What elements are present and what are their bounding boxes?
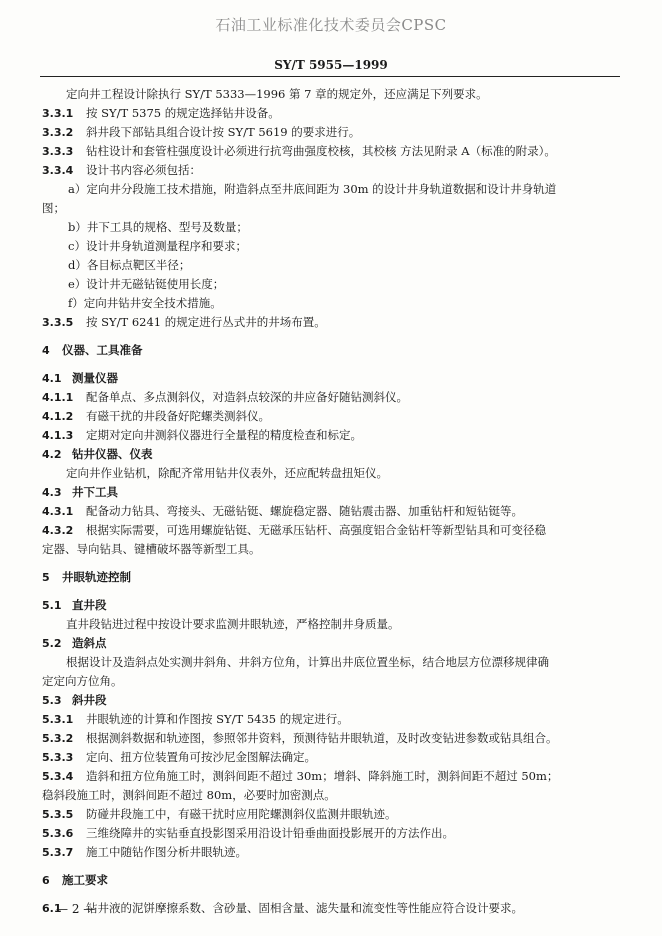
clause-4-2: 4.2 钻井仪器、仪表 [42,447,153,461]
clause-5-2-paragraph: 根据设计及造斜点处实测井斜角、井斜方位角，计算出井底位置坐标，结合地层方位漂移规律确 [66,655,549,669]
list-item-f: f）定向井钻井安全技术措施。 [68,296,222,310]
clause-5-3-6: 5.3.6 三维绕障井的实钻垂直投影图采用沿设计铅垂曲面投影展开的方法作出。 [42,826,454,840]
clause-4-3-2-continued: 定器、导向钻具、键槽破坏器等新型工具。 [42,542,261,556]
page-number: — 2 — [56,902,96,916]
clause-5-3-4-continued: 稳斜段施工时，测斜间距不超过 80m，必要时加密测点。 [42,788,336,802]
header-rule [40,76,620,77]
clause-4-2-paragraph: 定向井作业钻机，除配齐常用钻井仪表外，还应配转盘扭矩仪。 [66,466,388,480]
section-heading-5: 5 井眼轨迹控制 [42,570,131,584]
clause-5-3-3: 5.3.3 定向、扭方位装置角可按沙尼金图解法确定。 [42,750,316,764]
document-body [42,85,624,918]
clause-5-3: 5.3 斜井段 [42,693,107,707]
clause-6-1: 6.1 钻井液的泥饼摩擦系数、含砂量、固相含量、滤失量和流变性等性能应符合设计要求。 [42,901,523,915]
clause-4-3-2: 4.3.2 根据实际需要，可选用螺旋钻铤、无磁承压钻杆、高强度铝合金钻杆等新型钻具和可变径稳 [42,523,546,537]
clause-3-3-1: 3.3.1 按 SY/T 5375 的规定选择钻井设备。 [42,106,280,120]
list-item-a: a）定向井分段施工技术措施，附造斜点至井底间距为 30m 的设计井身轨道数据和设计井身轨道 [68,182,557,196]
watermark: 石油工业标准化技术委员会CPSC [215,16,447,34]
clause-4-3-1: 4.3.1 配备动力钻具、弯接头、无磁钻铤、螺旋稳定器、随钻震击器、加重钻杆和短钻铤等。 [42,504,523,518]
section-heading-4: 4 仪器、工具准备 [42,343,143,357]
standard-code: SY/T 5955—1999 [274,58,388,72]
clause-4-1-3: 4.1.3 定期对定向井测斜仪器进行全量程的精度检查和标定。 [42,428,362,442]
clause-5-2-paragraph-continued: 定定向方位角。 [42,674,123,688]
list-item-a-continued: 图； [42,201,65,215]
list-item-e: e）设计井无磁钻铤使用长度； [68,277,225,291]
section-heading-6: 6 施工要求 [42,873,108,887]
clause-3-3-5: 3.3.5 按 SY/T 6241 的规定进行丛式井的井场布置。 [42,315,326,329]
clause-5-3-7: 5.3.7 施工中随钻作图分析井眼轨迹。 [42,845,247,859]
intro-paragraph: 定向井工程设计除执行 SY/T 5333—1996 第 7 章的规定外，还应满足下列要求。 [66,87,488,101]
clause-5-3-4: 5.3.4 造斜和扭方位角施工时，测斜间距不超过 30m；增斜、降斜施工时，测斜间距不超过 50m； [42,769,559,783]
clause-4-1-2: 4.1.2 有磁干扰的井段备好陀螺类测斜仪。 [42,409,270,423]
clause-5-3-5: 5.3.5 防碰井段施工中，有磁干扰时应用陀螺测斜仪监测井眼轨迹。 [42,807,397,821]
clause-4-1-1: 4.1.1 配备单点、多点测斜仪，对造斜点较深的井应备好随钻测斜仪。 [42,390,408,404]
clause-4-1: 4.1 测量仪器 [42,371,118,385]
clause-5-1: 5.1 直井段 [42,598,107,612]
clause-3-3-3: 3.3.3 钻柱设计和套管柱强度设计必须进行抗弯曲强度校核，其校核 方法见附录 A（标准的附录）。 [42,144,556,158]
clause-5-3-2: 5.3.2 根据测斜数据和轨迹图，参照邻井资料，预测待钻井眼轨道，及时改变钻进参数或钻具组合。 [42,731,558,745]
clause-5-2: 5.2 造斜点 [42,636,107,650]
clause-5-1-paragraph: 直井段钻进过程中按设计要求监测井眼轨迹，严格控制井身质量。 [66,617,400,631]
clause-4-3: 4.3 井下工具 [42,485,118,499]
clause-3-3-4: 3.3.4 设计书内容必须包括： [42,163,201,177]
clause-3-3-2: 3.3.2 斜井段下部钻具组合设计按 SY/T 5619 的要求进行。 [42,125,361,139]
list-item-d: d）各目标点靶区半径； [68,258,191,272]
list-item-b: b）井下工具的规格、型号及数量； [68,220,248,234]
clause-5-3-1: 5.3.1 井眼轨迹的计算和作图按 SY/T 5435 的规定进行。 [42,712,349,726]
list-item-c: c）设计井身轨道测量程序和要求； [68,239,247,253]
